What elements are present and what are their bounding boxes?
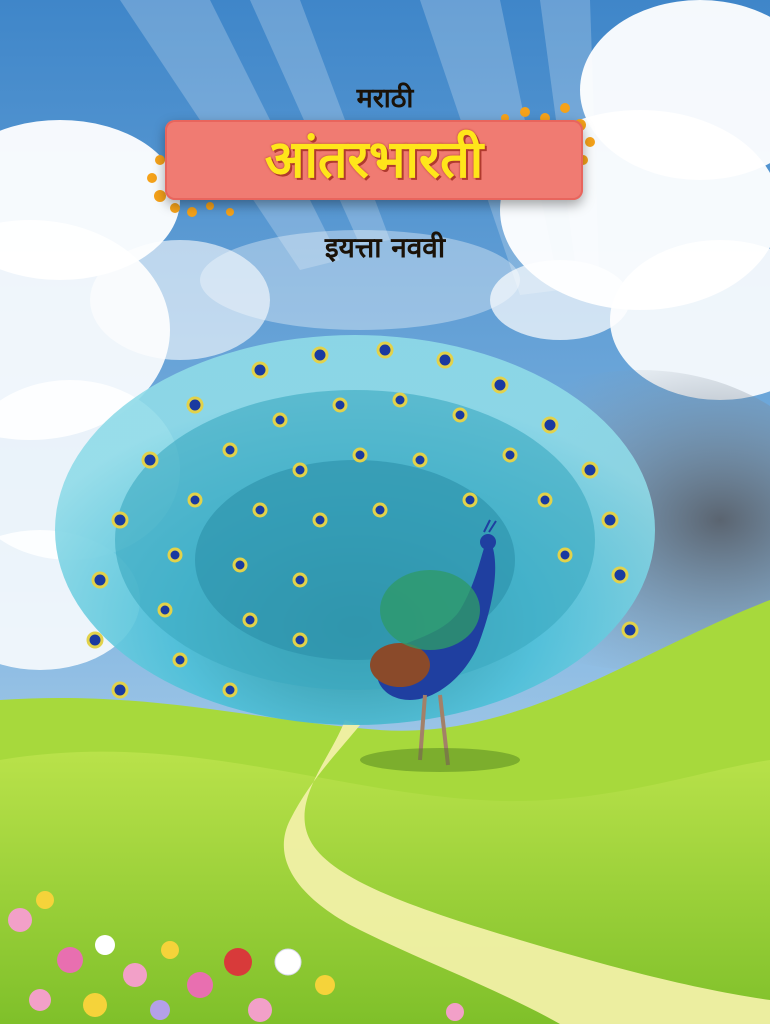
grade-label: इयत्ता नववी — [324, 231, 446, 264]
subject-label: मराठी — [356, 83, 414, 114]
title-banner — [165, 120, 583, 200]
book-title: आंतरभारती — [264, 130, 484, 190]
